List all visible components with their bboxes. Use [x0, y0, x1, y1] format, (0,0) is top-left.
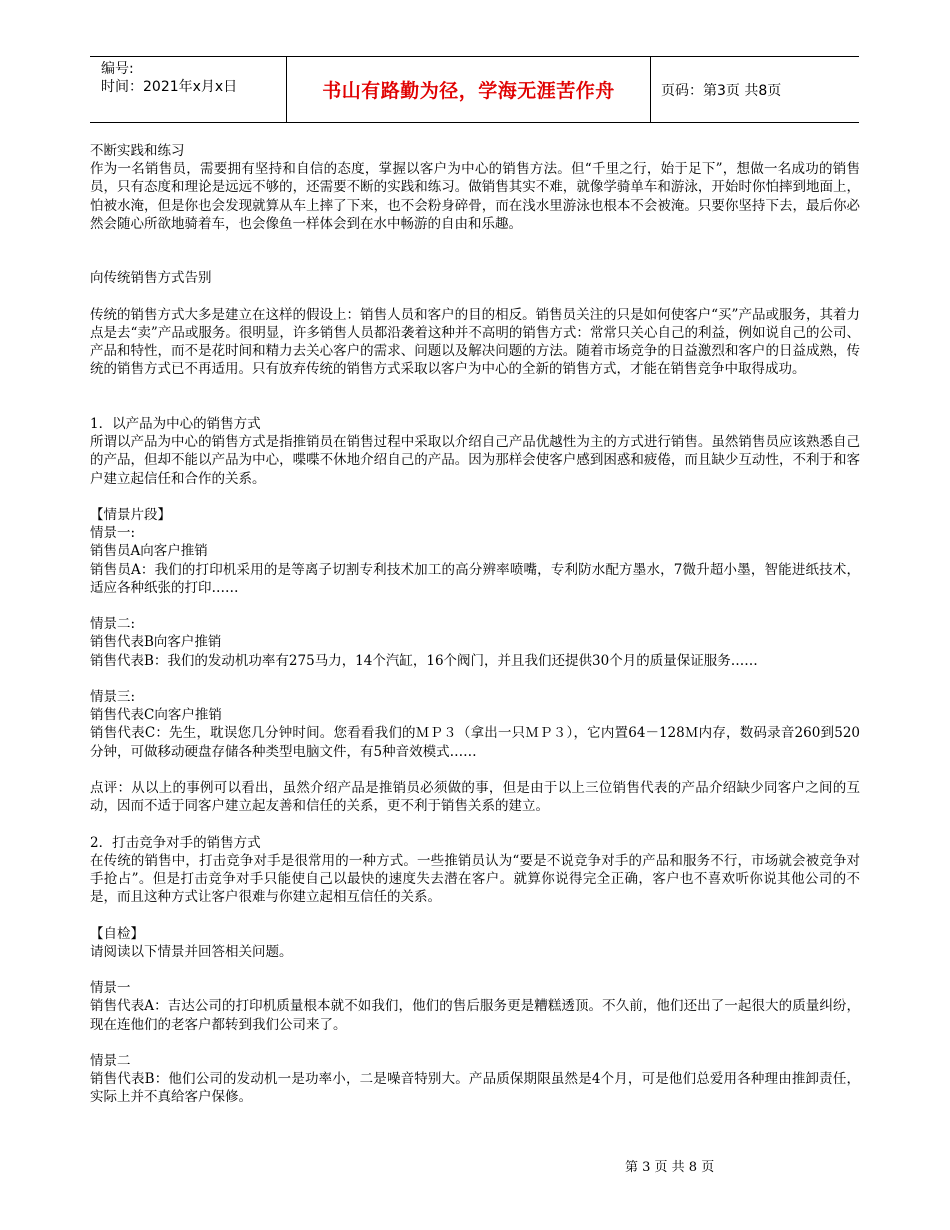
scene-text: 销售代表C：先生，耽误您几分钟时间。您看看我们的ＭＰ３（拿出一只ＭＰ３），它内置64－128Ｍ内存，数码录音260到520分钟，可做移动硬盘存储各种类型电脑文件，有5种音效模式……	[90, 725, 860, 760]
question-text: 销售代表B：他们公司的发动机一是功率小，二是噪音特别大。产品质保期限虽然是4个月，可是他们总爱用各种理由推卸责任，实际上并不真给客户保修。	[90, 1071, 860, 1106]
self-check-header: 【自检】	[90, 925, 144, 942]
question-text: 销售代表A：吉达公司的打印机质量根本就不如我们，他们的售后服务更是糟糕透顶。不久前，他们还出了一起很大的质量纠纷，现在连他们的老客户都转到我们公司来了。	[90, 998, 860, 1033]
scene-title: 销售代表B向客户推销	[90, 634, 222, 651]
scene-label: 情景二:	[90, 616, 136, 633]
paragraph: 请阅读以下情景并回答相关问题。	[90, 943, 293, 960]
scene-label: 情景一:	[90, 525, 136, 542]
page-footer: 第 3 页 共 8 页	[625, 1160, 715, 1175]
document-date-label: 时间：2021年x月x日	[101, 79, 238, 95]
comment: 点评：从以上的事例可以看出，虽然介绍产品是推销员必须做的事，但是由于以上三位销售代表的产品介绍缺少同客户之间的互动，因而不适于同客户建立起友善和信任的关系，更不利于销售关系的建立。	[90, 780, 860, 815]
paragraph: 传统的销售方式大多是建立在这样的假设上：销售人员和客户的目的相反。销售员关注的只是如何使客户“买”产品或服务，其着力点是去“卖”产品或服务。很明显，许多销售人员都沿袭着这种并不高明的销售方式：常常只关心自己的利益，例如说自己的公司、产品和特性，而不是花时间和精力去关心客户的需求、问题以及解决问题的方法。随着市场竞争的日益激烈和客户的日益成熟，传统的销售方式已不再适用。只有放弃传统的销售方式采取以客户为中心的全新的销售方式，才能在销售竞争中取得成功。	[90, 306, 860, 378]
paragraph: 所谓以产品为中心的销售方式是指推销员在销售过程中采取以介绍自己产品优越性为主的方式进行销售。虽然销售员应该熟悉自己的产品，但却不能以产品为中心，喋喋不休地介绍自己的产品。因为那样会使客户感到困惑和疲倦，而且缺少互动性，不利于和客户建立起信任和合作的关系。	[90, 434, 860, 487]
question-label: 情景二	[90, 1052, 131, 1069]
subsection-heading: 2．打击竞争对手的销售方式	[90, 834, 261, 851]
paragraph: 作为一名销售员，需要拥有坚持和自信的态度，掌握以客户为中心的销售方法。但“千里之行，始于足下”，想做一名成功的销售员，只有态度和理论是远远不够的，还需要不断的实践和练习。做销售其实不难，就像学骑单车和游泳，开始时你怕摔到地面上，怕被水淹，但是你也会发现就算从车上摔了下来，也不会粉身碎骨，而在浅水里游泳也根本不会被淹。只要你坚持下去，最后你必然会随心所欲地骑着车，也会像鱼一样体会到在水中畅游的自由和乐趣。	[90, 161, 860, 232]
scene-text: 销售员A：我们的打印机采用的是等离子切割专利技术加工的高分辨率喷嘴，专利防水配方墨水，7微升超小墨，智能进纸技术，适应各种纸张的打印……	[90, 561, 860, 596]
subsection-heading: 1．以产品为中心的销售方式	[90, 416, 261, 432]
header-page-number: 页码：第3页 共8页	[661, 82, 782, 99]
scene-title: 销售代表C向客户推销	[90, 707, 222, 724]
scene-text: 销售代表B：我们的发动机功率有275马力，14个汽缸，16个阀门，并且我们还提供30个月的质量保证服务……	[90, 652, 758, 669]
question-label: 情景一	[90, 980, 131, 997]
page-header	[90, 56, 859, 123]
header-meta	[90, 57, 287, 122]
scene-label: 情景三:	[90, 689, 136, 705]
document-body	[90, 142, 860, 1107]
scene-header: 【情景片段】	[90, 507, 171, 523]
header-motto: 书山有路勤为径，学海无涯苦作舟	[287, 57, 651, 122]
section-heading: 向传统销售方式告别	[90, 270, 212, 287]
document-number-label: 编号:	[101, 61, 134, 77]
section-heading: 不断实践和练习	[90, 143, 185, 159]
paragraph: 在传统的销售中，打击竞争对手是很常用的一种方式。一些推销员认为“要是不说竞争对手的产品和服务不行，市场就会被竞争对手抢占”。但是打击竞争对手只能使自己以最快的速度失去潜在客户。就算你说得完全正确，客户也不喜欢听你说其他公司的不是，而且这种方式让客户很难与你建立起相互信任的关系。	[90, 852, 860, 906]
scene-title: 销售员A向客户推销	[90, 543, 208, 560]
